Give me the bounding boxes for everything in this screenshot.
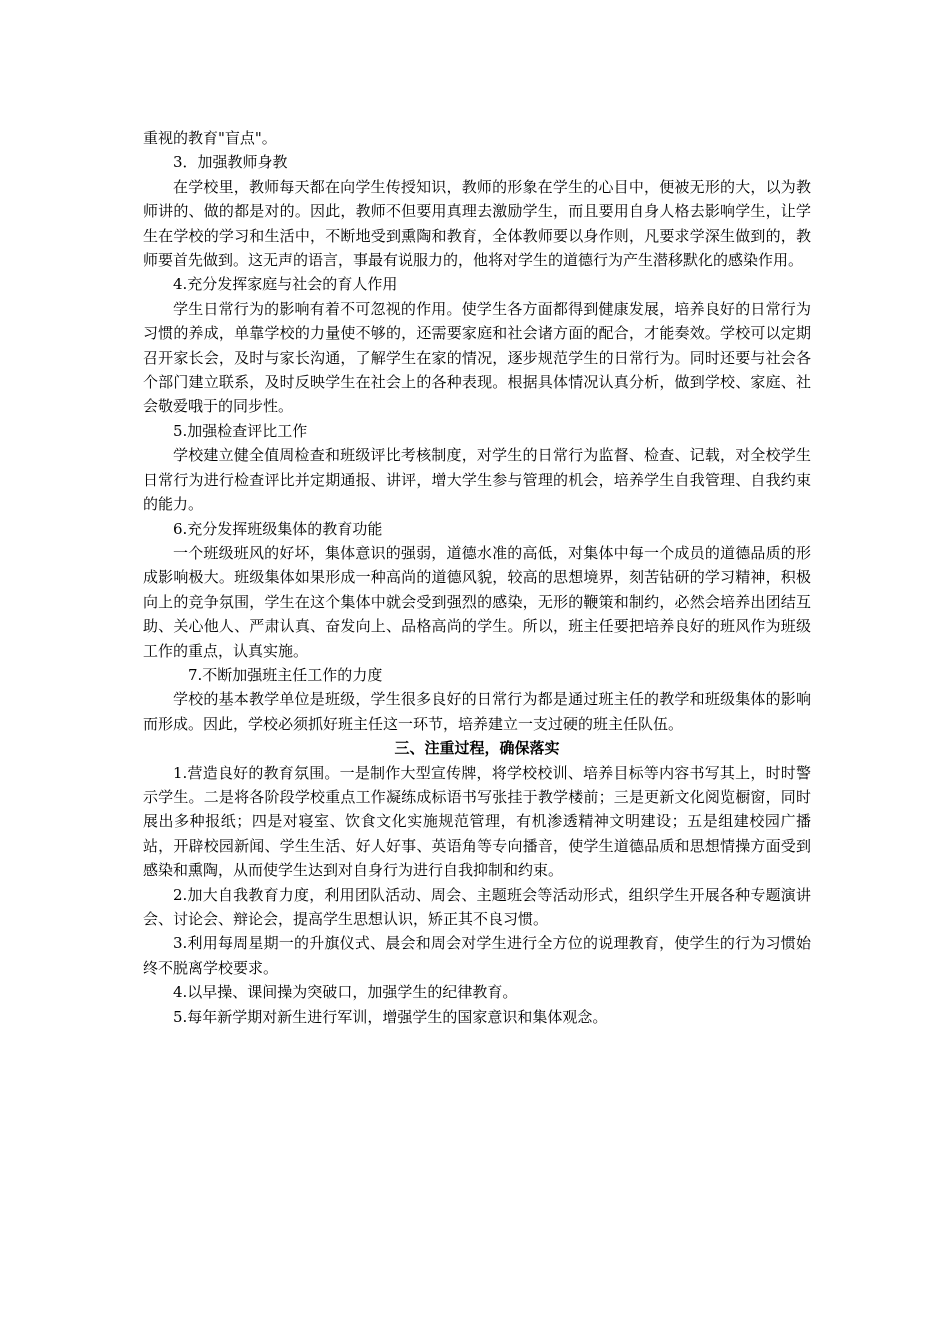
item-heading-head-teacher: 7.不断加强班主任工作的力度 — [188, 665, 383, 684]
paragraph-family-society: 学生日常行为的影响有着不可忽视的作用。使学生各方面都得到健康发展，培养良好的日常行为习惯的养成，单靠学校的力量使不够的，还需要家庭和社会诸方面的配合，才能奏效。学校可以定期召开家长会，及时与家长沟通，了解学生在家的情况，逐步规范学生的日常行为。同时还要与社会各个部门建立联系，及时反映学生在社会上的各种表现。根据具体情况认真分析，做到学校、家庭、社会敬爱哦于的同步性。 — [143, 299, 811, 416]
item-heading-family-society: 4.充分发挥家庭与社会的育人作用 — [173, 275, 398, 294]
item-heading-class-collective: 6.充分发挥班级集体的教育功能 — [173, 519, 383, 538]
paragraph-item-3: 3.利用每周星期一的升旗仪式、晨会和周会对学生进行全方位的说理教育，使学生的行为习惯始终不脱离学校要求。 — [143, 934, 811, 977]
paragraph-inspection: 学校建立健全值周检查和班级评比考核制度，对学生的日常行为监督、检查、记载，对全校学生日常行为进行检查评比并定期通报、讲评，增大学生参与管理的机会，培养学生自我管理、自我约束的能力。 — [143, 446, 811, 514]
paragraph-item-2: 2.加大自我教育力度，利用团队活动、周会、主题班会等活动形式，组织学生开展各种专题演讲会、讨论会、辩论会，提高学生思想认识，矫正其不良习惯。 — [143, 885, 811, 928]
item-heading-teacher-example: 3．加强教师身教 — [173, 153, 288, 172]
paragraph-head-teacher: 学校的基本教学单位是班级，学生很多良好的日常行为都是通过班主任的教学和班级集体的影响而形成。因此，学校必须抓好班主任这一环节，培养建立一支过硬的班主任队伍。 — [143, 690, 811, 733]
paragraph-item-1: 1.营造良好的教育氛围。一是制作大型宣传牌，将学校校训、培养目标等内容书写其上，时时警示学生。二是将各阶段学校重点工作凝练成标语书写张挂于教学楼前；三是更新文化阅览橱窗，同时展出多种报纸；四是对寝室、饮食文化实施规范管理，有机渗透精神文明建设；五是组建校园广播站，开辟校园新闻、学生生活、好人好事、英语角等专向播音，使学生道德品质和思想情操方面受到感染和熏陶，从而使学生达到对自身行为进行自我抑制和约束。 — [143, 763, 811, 880]
document-page — [143, 126, 811, 1029]
section-title: 三、注重过程，确保落实 — [394, 739, 560, 758]
paragraph-teacher-example: 在学校里，教师每天都在向学生传授知识，教师的形象在学生的心目中，便被无形的大，以为教师讲的、做的都是对的。因此，教师不但要用真理去激励学生，而且要用自身人格去影响学生，让学生在学校的学习和生活中，不断地受到熏陶和教育，全体教师要以身作则，凡要求学深生做到的，教师要首先做到。这无声的语言，事最有说服力的，他将对学生的道德行为产生潜移默化的感染作用。 — [143, 177, 811, 270]
paragraph-item-4: 4.以早操、课间操为突破口，加强学生的纪律教育。 — [173, 983, 518, 1002]
paragraph-class-collective: 一个班级班风的好坏，集体意识的强弱，道德水准的高低，对集体中每一个成员的道德品质的形成影响极大。班级集体如果形成一种高尚的道德风貌，较高的思想境界，刻苦钻研的学习精神，积极向上的竞争氛围，学生在这个集体中就会受到强烈的感染，无形的鞭策和制约，必然会培养出团结互助、关心他人、严肃认真、奋发向上、品格高尚的学生。所以，班主任要把培养良好的班风作为班级工作的重点，认真实施。 — [143, 543, 811, 660]
item-heading-inspection: 5.加强检查评比工作 — [173, 421, 308, 440]
paragraph-continuation: 重视的教育"盲点"。 — [143, 129, 277, 147]
paragraph-item-5: 5.每年新学期对新生进行军训，增强学生的国家意识和集体观念。 — [173, 1007, 608, 1026]
